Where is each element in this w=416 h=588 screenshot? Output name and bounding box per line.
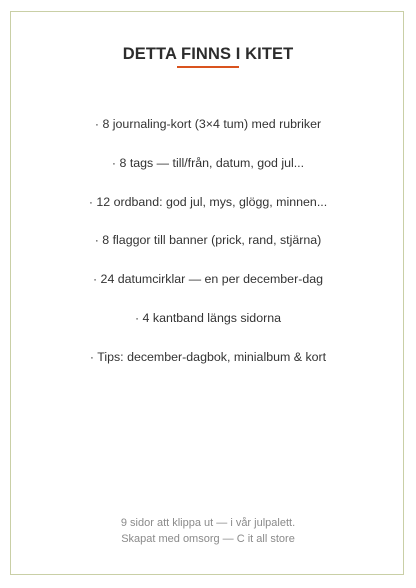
footer-line-credit: Skapat med omsorg — C it all store xyxy=(121,533,295,545)
list-item: · 8 tags — till/från, datum, god jul... xyxy=(111,155,305,170)
list-item: · 12 ordband: god jul, mys, glögg, minnen... xyxy=(88,194,328,209)
list-item: · Tips: december-dagbok, minialbum & kort xyxy=(89,349,327,364)
title-underline xyxy=(177,66,239,68)
list-item: · 4 kantband längs sidorna xyxy=(134,310,282,325)
list-item: · 8 journaling-kort (3×4 tum) med rubriker xyxy=(94,117,322,131)
page-title: DETTA FINNS I KITET xyxy=(122,45,294,63)
list-item: · 24 datumcirklar — en per december-dag xyxy=(92,272,324,287)
list-item: · 8 flaggor till banner (prick, rand, stjärna) xyxy=(94,233,322,248)
footer xyxy=(0,515,416,547)
footer-line-pages: 9 sidor att klippa ut — i vår julpalett. xyxy=(120,517,296,529)
kit-contents-list xyxy=(0,116,416,388)
